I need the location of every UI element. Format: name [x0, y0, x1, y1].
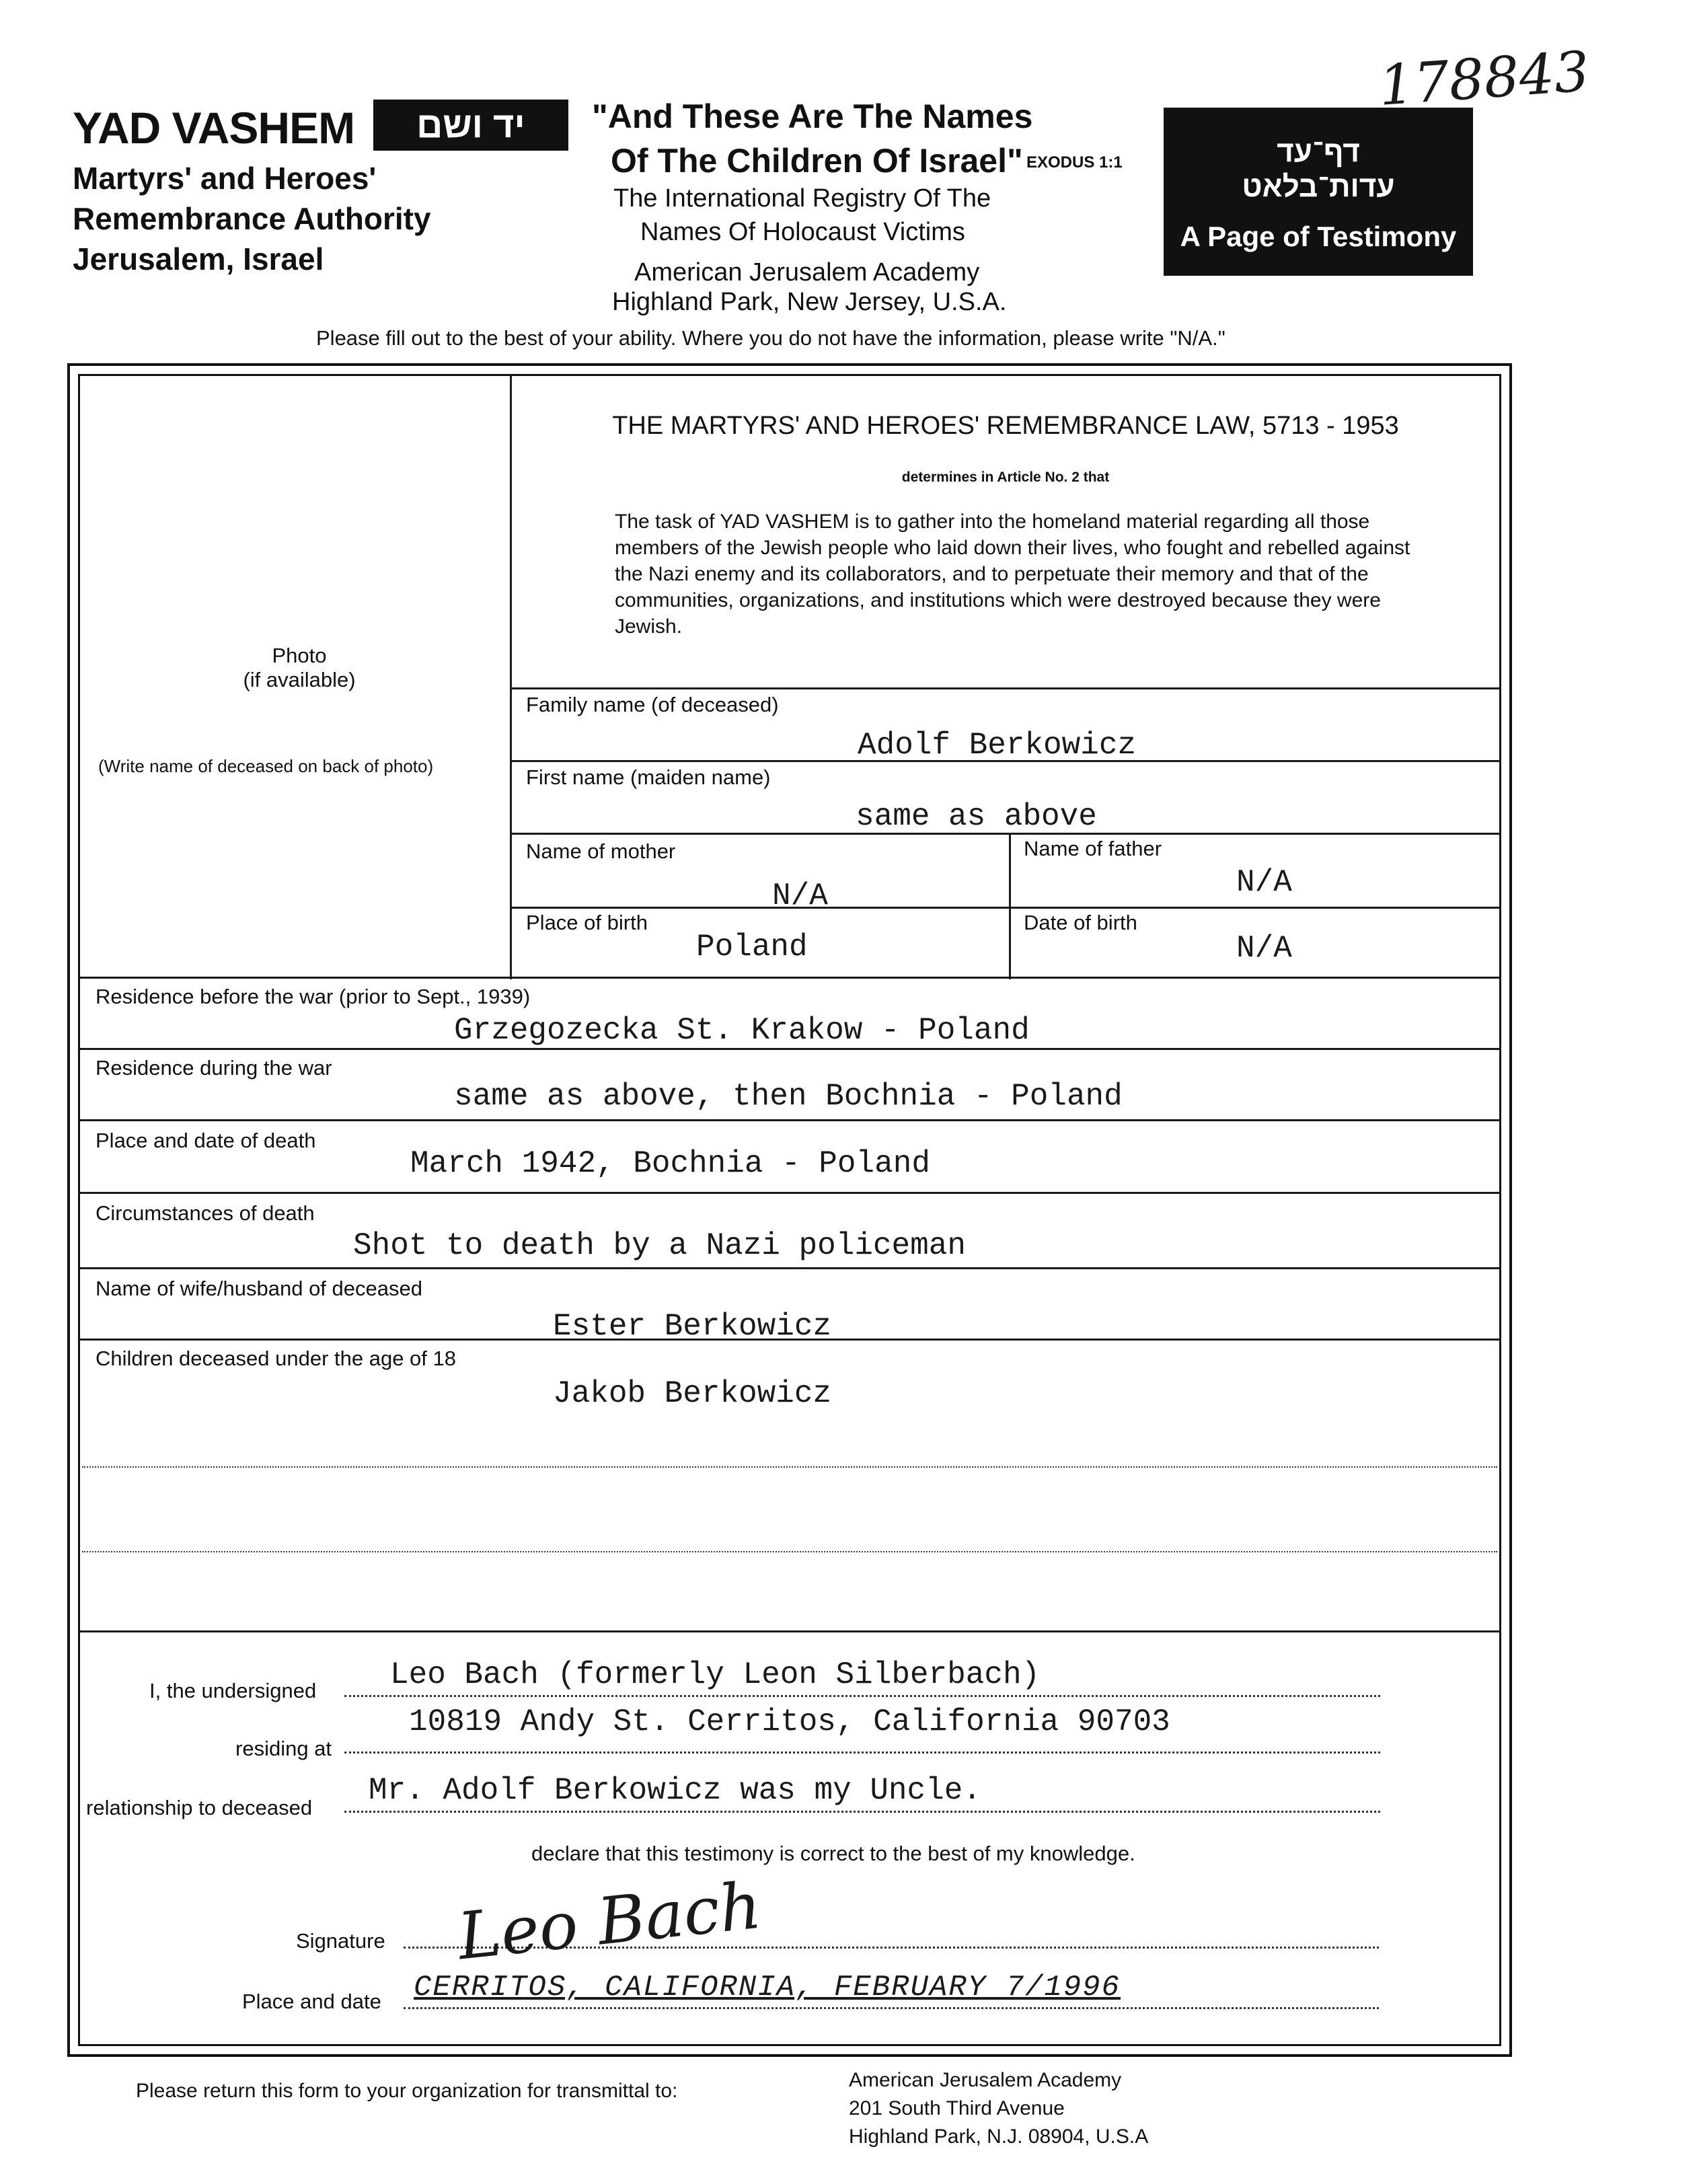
rule [78, 1630, 1501, 1632]
place-date-line [404, 2007, 1379, 2009]
birth-place-value[interactable]: Poland [696, 930, 808, 965]
org-title: YAD VASHEM [73, 103, 355, 153]
photo-label-title: Photo [272, 644, 327, 667]
mother-label: Name of mother [526, 839, 676, 863]
mother-value[interactable]: N/A [772, 878, 828, 913]
rule [510, 687, 1501, 689]
place-date-value[interactable]: CERRITOS, CALIFORNIA, FEBRUARY 7/1996 [414, 1971, 1121, 2004]
registry-line-1: The International Registry Of The [613, 184, 991, 213]
org-line-2: Remembrance Authority [73, 201, 431, 236]
org-line-1: Martyrs' and Heroes' [73, 161, 377, 196]
spouse-label: Name of wife/husband of deceased [96, 1277, 422, 1300]
death-label: Place and date of death [96, 1129, 316, 1152]
residence-during-label: Residence during the war [96, 1056, 332, 1080]
org-line-3: Jerusalem, Israel [73, 241, 324, 276]
spouse-value[interactable]: Ester Berkowicz [553, 1309, 832, 1344]
first-name-value[interactable]: same as above [856, 799, 1097, 834]
blank-line [82, 1551, 1497, 1552]
address-line-1: American Jerusalem Academy [849, 2069, 1122, 2091]
law-article: determines in Article No. 2 that [901, 469, 1110, 485]
family-name-value[interactable]: Adolf Berkowicz [858, 728, 1137, 763]
birth-date-label: Date of birth [1024, 911, 1137, 934]
column-divider [1009, 833, 1011, 979]
residence-before-value[interactable]: Grzegozecka St. Krakow - Poland [454, 1013, 1030, 1048]
testimony-hebrew-title [1164, 135, 1473, 204]
address-line-2: 201 South Third Avenue [849, 2097, 1065, 2119]
undersigned-line [344, 1695, 1380, 1697]
academy-line-2: Highland Park, New Jersey, U.S.A. [612, 288, 1007, 316]
record-number: 178843 [1377, 40, 1591, 118]
circumstances-value[interactable]: Shot to death by a Nazi policeman [353, 1228, 966, 1263]
rule [78, 977, 1501, 979]
residing-value[interactable]: 10819 Andy St. Cerritos, California 90703 [409, 1704, 1170, 1739]
residence-during-value[interactable]: same as above, then Bochnia - Poland [454, 1079, 1123, 1114]
law-title: THE MARTYRS' AND HEROES' REMEMBRANCE LAW, 5713 - 1953 [612, 412, 1399, 440]
relationship-label: relationship to deceased [86, 1796, 313, 1819]
org-title-hebrew-logo: יד ושם [373, 100, 568, 151]
testimony-title: A Page of Testimony [1180, 221, 1457, 252]
quote-line-2: Of The Children Of Israel" [611, 142, 1023, 180]
relationship-value[interactable]: Mr. Adolf Berkowicz was my Uncle. [369, 1773, 981, 1808]
return-label: Please return this form to your organization for transmittal to: [136, 2080, 678, 2102]
birth-date-value[interactable]: N/A [1236, 931, 1292, 966]
place-date-label: Place and date [242, 1990, 381, 2013]
residing-label: residing at [235, 1737, 332, 1760]
photo-divider [510, 374, 512, 979]
first-name-label: First name (maiden name) [526, 765, 771, 789]
testimony-hebrew-line-2: עדות־בלאט [1242, 170, 1395, 203]
quote-reference: EXODUS 1:1 [1026, 153, 1123, 172]
photo-label-sub: (if available) [243, 668, 356, 691]
undersigned-value[interactable]: Leo Bach (formerly Leon Silberbach) [390, 1657, 1041, 1692]
page-of-testimony-badge [1164, 108, 1473, 276]
rule [78, 1192, 1501, 1194]
undersigned-label: I, the undersigned [149, 1679, 317, 1702]
family-name-label: Family name (of deceased) [526, 693, 779, 716]
death-value[interactable]: March 1942, Bochnia - Poland [410, 1146, 930, 1181]
photo-note: (Write name of deceased on back of photo) [98, 756, 434, 776]
children-label: Children deceased under the age of 18 [96, 1347, 457, 1370]
signature-label: Signature [296, 1929, 385, 1953]
children-value[interactable]: Jakob Berkowicz [553, 1376, 832, 1411]
signature[interactable]: Leo Bach [454, 1867, 765, 1975]
residing-line [344, 1752, 1380, 1754]
relationship-line [344, 1811, 1380, 1813]
father-label: Name of father [1024, 837, 1162, 860]
birth-place-label: Place of birth [526, 911, 648, 934]
circumstances-label: Circumstances of death [96, 1201, 315, 1225]
fill-instructions: Please fill out to the best of your ability. Where you do not have the information, please write "N/A." [316, 326, 1225, 350]
residence-before-label: Residence before the war (prior to Sept., 1939) [96, 985, 531, 1008]
address-line-3: Highland Park, N.J. 08904, U.S.A [849, 2125, 1149, 2148]
law-text: The task of YAD VASHEM is to gather into the homeland material regarding all those members of the Jewish people who laid down their lives, who fought and rebelled against the Nazi enemy and its collaborators, and to perpetuate their memory and that of the communities, organizations, and institutions which were destroyed because they were Jewish. [615, 511, 1410, 638]
rule [78, 1267, 1501, 1269]
quote-line-1: "And These Are The Names [592, 98, 1033, 135]
blank-line [82, 1466, 1497, 1468]
registry-line-2: Names Of Holocaust Victims [640, 218, 965, 246]
rule [78, 1048, 1501, 1050]
academy-line-1: American Jerusalem Academy [634, 258, 980, 287]
declaration-statement: declare that this testimony is correct to the best of my knowledge. [531, 1842, 1135, 1865]
photo-label [202, 644, 397, 692]
rule [510, 907, 1501, 909]
testimony-hebrew-line-1: דף־עד [1277, 135, 1360, 168]
father-value[interactable]: N/A [1236, 865, 1292, 900]
rule [78, 1119, 1501, 1121]
